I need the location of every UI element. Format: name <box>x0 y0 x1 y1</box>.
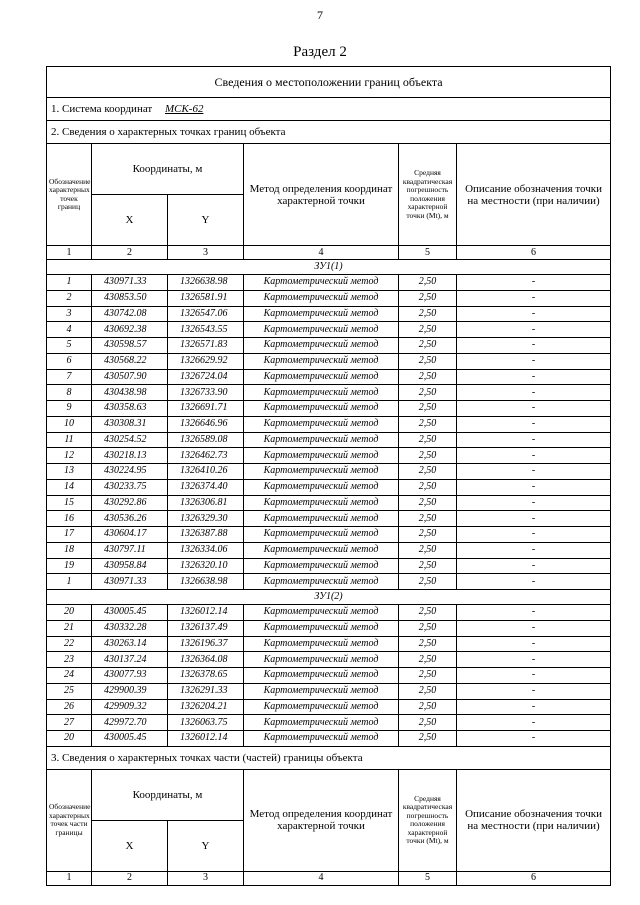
table-row <box>47 683 611 699</box>
description: - <box>457 574 611 590</box>
table-row <box>47 369 611 385</box>
column-number-row <box>47 871 611 885</box>
description: - <box>457 385 611 401</box>
table-row <box>47 558 611 574</box>
point-number: 12 <box>47 448 92 464</box>
point-number: 17 <box>47 527 92 543</box>
description: - <box>457 620 611 636</box>
table-row <box>47 495 611 511</box>
point-number: 5 <box>47 338 92 354</box>
header-mean-error: Средняя квадратическая погрешность положения характерной точки (Mt), м <box>399 769 457 871</box>
coord-y: 1326410.26 <box>168 464 244 480</box>
coord-x: 430507.90 <box>92 369 168 385</box>
description: - <box>457 464 611 480</box>
coord-y: 1326137.49 <box>168 620 244 636</box>
coord-y: 1326012.14 <box>168 605 244 621</box>
group-name: ЗУ1(1) <box>47 260 611 275</box>
mean-error: 2,50 <box>399 699 457 715</box>
mean-error: 2,50 <box>399 542 457 558</box>
coord-system-value: МСК-62 <box>164 103 204 115</box>
header-description: Описание обозначения точки на местности (при наличии) <box>457 144 611 246</box>
description: - <box>457 432 611 448</box>
coord-y: 1326196.37 <box>168 636 244 652</box>
coord-x: 430438.98 <box>92 385 168 401</box>
mean-error: 2,50 <box>399 495 457 511</box>
table-row <box>47 338 611 354</box>
point-number: 22 <box>47 636 92 652</box>
description: - <box>457 715 611 731</box>
table-row <box>47 290 611 306</box>
table-row <box>47 448 611 464</box>
coord-y: 1326204.21 <box>168 699 244 715</box>
method: Картометрический метод <box>244 542 399 558</box>
coord-y: 1326638.98 <box>168 275 244 291</box>
table-row <box>47 652 611 668</box>
header-coordinates: Координаты, м <box>92 144 244 195</box>
table-row <box>47 699 611 715</box>
header-y: Y <box>168 820 244 871</box>
point-number: 4 <box>47 322 92 338</box>
point-number: 7 <box>47 369 92 385</box>
coord-x: 430568.22 <box>92 353 168 369</box>
mean-error: 2,50 <box>399 385 457 401</box>
coord-x: 430971.33 <box>92 275 168 291</box>
description: - <box>457 699 611 715</box>
column-number: 5 <box>399 246 457 260</box>
point-number: 24 <box>47 668 92 684</box>
mean-error: 2,50 <box>399 683 457 699</box>
method: Картометрический метод <box>244 464 399 480</box>
coord-x: 430254.52 <box>92 432 168 448</box>
coord-x: 430971.33 <box>92 574 168 590</box>
table-row <box>47 636 611 652</box>
method: Картометрический метод <box>244 479 399 495</box>
method: Картометрический метод <box>244 636 399 652</box>
mean-error: 2,50 <box>399 574 457 590</box>
column-number: 2 <box>92 246 168 260</box>
method: Картометрический метод <box>244 432 399 448</box>
description: - <box>457 479 611 495</box>
description: - <box>457 558 611 574</box>
description: - <box>457 636 611 652</box>
mean-error: 2,50 <box>399 432 457 448</box>
coord-y: 1326012.14 <box>168 731 244 747</box>
coord-y: 1326306.81 <box>168 495 244 511</box>
method: Картометрический метод <box>244 668 399 684</box>
mean-error: 2,50 <box>399 464 457 480</box>
point-number: 13 <box>47 464 92 480</box>
mean-error: 2,50 <box>399 290 457 306</box>
description: - <box>457 290 611 306</box>
point-number: 2 <box>47 290 92 306</box>
coord-x: 430853.50 <box>92 290 168 306</box>
description: - <box>457 495 611 511</box>
mean-error: 2,50 <box>399 353 457 369</box>
description: - <box>457 683 611 699</box>
coord-y: 1326063.75 <box>168 715 244 731</box>
section2-row <box>47 121 611 144</box>
table-row <box>47 542 611 558</box>
method: Картометрический метод <box>244 558 399 574</box>
method: Картометрический метод <box>244 699 399 715</box>
description: - <box>457 605 611 621</box>
method: Картометрический метод <box>244 731 399 747</box>
table-row <box>47 605 611 621</box>
coord-y: 1326378.65 <box>168 668 244 684</box>
coord-y: 1326291.33 <box>168 683 244 699</box>
coord-y: 1326374.40 <box>168 479 244 495</box>
column-number: 1 <box>47 871 92 885</box>
point-number: 26 <box>47 699 92 715</box>
point-number: 15 <box>47 495 92 511</box>
point-number: 10 <box>47 416 92 432</box>
group-row <box>47 260 611 275</box>
method: Картометрический метод <box>244 416 399 432</box>
point-number: 19 <box>47 558 92 574</box>
coord-x: 430692.38 <box>92 322 168 338</box>
point-number: 27 <box>47 715 92 731</box>
column-number: 4 <box>244 246 399 260</box>
table-row <box>47 416 611 432</box>
column-number-row <box>47 246 611 260</box>
column-number: 3 <box>168 246 244 260</box>
coord-x: 430005.45 <box>92 605 168 621</box>
column-number: 2 <box>92 871 168 885</box>
table-row <box>47 322 611 338</box>
header-method: Метод определения координат характерной точки <box>244 769 399 871</box>
page-number: 7 <box>317 8 323 22</box>
section3-label: 3. Сведения о характерных точках части (частей) границы объекта <box>47 746 611 769</box>
column-number: 6 <box>457 871 611 885</box>
mean-error: 2,50 <box>399 448 457 464</box>
header-x: X <box>92 195 168 246</box>
description: - <box>457 416 611 432</box>
coord-x: 430308.31 <box>92 416 168 432</box>
description: - <box>457 275 611 291</box>
point-number: 3 <box>47 306 92 322</box>
coord-y: 1326571.83 <box>168 338 244 354</box>
point-number: 20 <box>47 731 92 747</box>
method: Картометрический метод <box>244 620 399 636</box>
mean-error: 2,50 <box>399 605 457 621</box>
description: - <box>457 668 611 684</box>
column-number: 6 <box>457 246 611 260</box>
coord-y: 1326691.71 <box>168 401 244 417</box>
description: - <box>457 652 611 668</box>
method: Картометрический метод <box>244 605 399 621</box>
method: Картометрический метод <box>244 574 399 590</box>
group-row <box>47 590 611 605</box>
header-method: Метод определения координат характерной точки <box>244 144 399 246</box>
description: - <box>457 353 611 369</box>
coord-x: 429909.32 <box>92 699 168 715</box>
table-row <box>47 385 611 401</box>
column-number: 1 <box>47 246 92 260</box>
header-description: Описание обозначения точки на местности (при наличии) <box>457 769 611 871</box>
coord-x: 430958.84 <box>92 558 168 574</box>
mean-error: 2,50 <box>399 322 457 338</box>
coord-system-row <box>47 98 611 121</box>
column-number: 4 <box>244 871 399 885</box>
header-row-1 <box>47 144 611 195</box>
table-row <box>47 401 611 417</box>
section2-label: 2. Сведения о характерных точках границ объекта <box>47 121 611 144</box>
column-number: 3 <box>168 871 244 885</box>
method: Картометрический метод <box>244 401 399 417</box>
table-title: Сведения о местоположении границ объекта <box>47 67 611 98</box>
mean-error: 2,50 <box>399 620 457 636</box>
coord-y: 1326547.06 <box>168 306 244 322</box>
table-row <box>47 511 611 527</box>
coord-x: 429900.39 <box>92 683 168 699</box>
coord-x: 430536.26 <box>92 511 168 527</box>
table-row <box>47 479 611 495</box>
table-row <box>47 353 611 369</box>
method: Картометрический метод <box>244 369 399 385</box>
mean-error: 2,50 <box>399 275 457 291</box>
mean-error: 2,50 <box>399 731 457 747</box>
table-row <box>47 715 611 731</box>
method: Картометрический метод <box>244 511 399 527</box>
description: - <box>457 527 611 543</box>
method: Картометрический метод <box>244 338 399 354</box>
description: - <box>457 448 611 464</box>
description: - <box>457 731 611 747</box>
point-number: 20 <box>47 605 92 621</box>
method: Картометрический метод <box>244 290 399 306</box>
table-row <box>47 620 611 636</box>
header-row-1-part <box>47 769 611 820</box>
point-number: 14 <box>47 479 92 495</box>
header-coordinates: Координаты, м <box>92 769 244 820</box>
point-number: 9 <box>47 401 92 417</box>
coord-x: 429972.70 <box>92 715 168 731</box>
table-row <box>47 527 611 543</box>
table-row <box>47 574 611 590</box>
mean-error: 2,50 <box>399 636 457 652</box>
header-point-designation-part: Обозначение характерных точек части границы <box>47 769 92 871</box>
coord-system-label: 1. Система координат <box>51 103 153 115</box>
method: Картометрический метод <box>244 448 399 464</box>
mean-error: 2,50 <box>399 479 457 495</box>
method: Картометрический метод <box>244 275 399 291</box>
table-row <box>47 731 611 747</box>
description: - <box>457 369 611 385</box>
mean-error: 2,50 <box>399 527 457 543</box>
coord-x: 430358.63 <box>92 401 168 417</box>
description: - <box>457 322 611 338</box>
table-row <box>47 275 611 291</box>
point-number: 25 <box>47 683 92 699</box>
description: - <box>457 401 611 417</box>
header-mean-error: Средняя квадратическая погрешность положения характерной точки (Mt), м <box>399 144 457 246</box>
point-number: 1 <box>47 275 92 291</box>
coord-x: 430077.93 <box>92 668 168 684</box>
mean-error: 2,50 <box>399 715 457 731</box>
coord-y: 1326320.10 <box>168 558 244 574</box>
coord-y: 1326629.92 <box>168 353 244 369</box>
header-y: Y <box>168 195 244 246</box>
point-number: 23 <box>47 652 92 668</box>
point-number: 11 <box>47 432 92 448</box>
method: Картометрический метод <box>244 322 399 338</box>
coord-x: 430797.11 <box>92 542 168 558</box>
method: Картометрический метод <box>244 715 399 731</box>
description: - <box>457 338 611 354</box>
point-number: 16 <box>47 511 92 527</box>
table-row <box>47 668 611 684</box>
point-number: 8 <box>47 385 92 401</box>
column-number: 5 <box>399 871 457 885</box>
mean-error: 2,50 <box>399 652 457 668</box>
coord-y: 1326638.98 <box>168 574 244 590</box>
header-x: X <box>92 820 168 871</box>
section3-row <box>47 746 611 769</box>
mean-error: 2,50 <box>399 369 457 385</box>
description: - <box>457 306 611 322</box>
description: - <box>457 511 611 527</box>
coord-y: 1326733.90 <box>168 385 244 401</box>
coord-y: 1326581.91 <box>168 290 244 306</box>
method: Картометрический метод <box>244 683 399 699</box>
coord-x: 430598.57 <box>92 338 168 354</box>
method: Картометрический метод <box>244 306 399 322</box>
coord-x: 430292.86 <box>92 495 168 511</box>
coord-y: 1326462.73 <box>168 448 244 464</box>
coord-x: 430263.14 <box>92 636 168 652</box>
coord-x: 430604.17 <box>92 527 168 543</box>
point-number: 21 <box>47 620 92 636</box>
method: Картометрический метод <box>244 495 399 511</box>
coord-x: 430218.13 <box>92 448 168 464</box>
point-number: 18 <box>47 542 92 558</box>
coord-y: 1326387.88 <box>168 527 244 543</box>
section-title: Раздел 2 <box>293 44 347 60</box>
method: Картометрический метод <box>244 527 399 543</box>
coord-x: 430332.28 <box>92 620 168 636</box>
description: - <box>457 542 611 558</box>
coord-y: 1326334.06 <box>168 542 244 558</box>
coord-y: 1326543.55 <box>168 322 244 338</box>
coord-x: 430224.95 <box>92 464 168 480</box>
mean-error: 2,50 <box>399 306 457 322</box>
coord-y: 1326364.08 <box>168 652 244 668</box>
coord-y: 1326724.04 <box>168 369 244 385</box>
table-row <box>47 464 611 480</box>
mean-error: 2,50 <box>399 401 457 417</box>
boundary-table <box>46 66 611 886</box>
method: Картометрический метод <box>244 385 399 401</box>
coord-x: 430233.75 <box>92 479 168 495</box>
coord-y: 1326589.08 <box>168 432 244 448</box>
coord-x: 430742.08 <box>92 306 168 322</box>
coord-x: 430005.45 <box>92 731 168 747</box>
method: Картометрический метод <box>244 353 399 369</box>
table-title-row <box>47 67 611 98</box>
point-number: 6 <box>47 353 92 369</box>
coord-x: 430137.24 <box>92 652 168 668</box>
mean-error: 2,50 <box>399 511 457 527</box>
mean-error: 2,50 <box>399 558 457 574</box>
mean-error: 2,50 <box>399 668 457 684</box>
mean-error: 2,50 <box>399 416 457 432</box>
coord-y: 1326646.96 <box>168 416 244 432</box>
mean-error: 2,50 <box>399 338 457 354</box>
point-number: 1 <box>47 574 92 590</box>
header-point-designation: Обозначение характерных точек границ <box>47 144 92 246</box>
method: Картометрический метод <box>244 652 399 668</box>
group-name: ЗУ1(2) <box>47 590 611 605</box>
coord-y: 1326329.30 <box>168 511 244 527</box>
table-row <box>47 306 611 322</box>
table-row <box>47 432 611 448</box>
